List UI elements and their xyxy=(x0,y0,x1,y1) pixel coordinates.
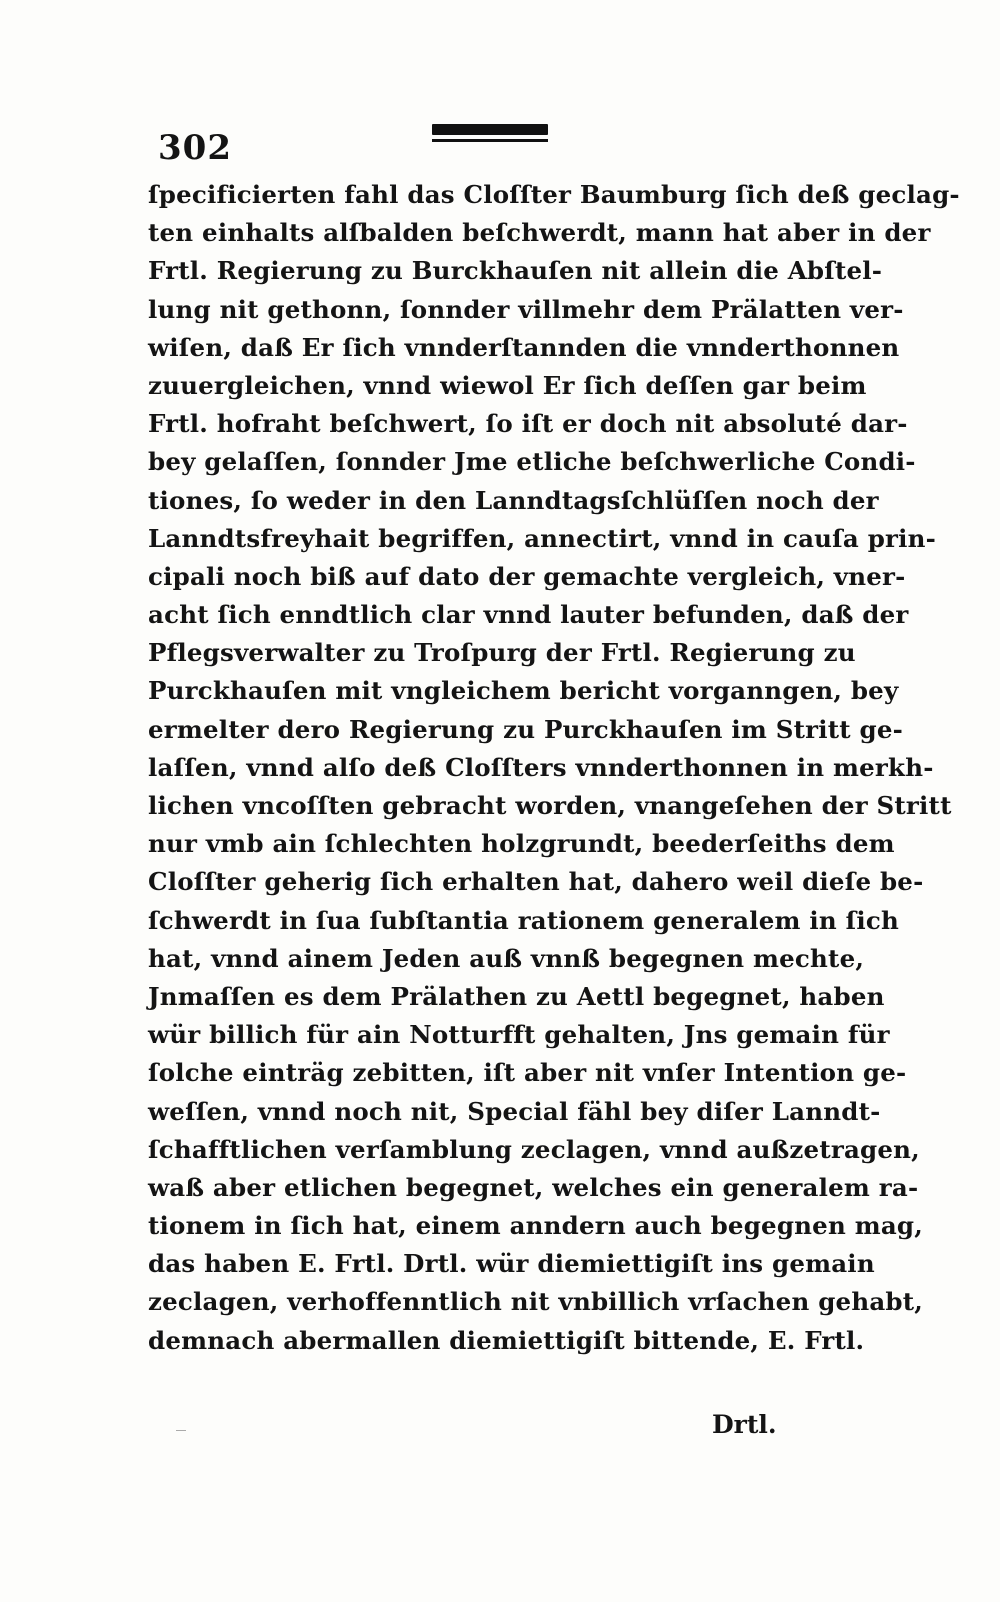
page-number: 302 xyxy=(158,128,232,168)
catchword: Drtl. xyxy=(712,1410,777,1439)
text-line: Frtl. hofraht beſchwert, ſo iſt er doch nit absoluté dar- xyxy=(148,409,908,439)
header-rule-thick xyxy=(432,124,548,135)
text-line: laſſen, vnnd alſo deß Cloſſters vnnderthonnen in merkh- xyxy=(148,752,934,782)
text-line: lichen vncoſſten gebracht worden, vnangeſehen der Stritt xyxy=(148,791,952,820)
print-speck xyxy=(176,1430,186,1431)
text-line: wiſen, daß Er ſich vnnderſtannden die vnnderthonnen xyxy=(148,332,900,362)
text-line: zuuergleichen, vnnd wiewol Er ſich deſſen gar beim xyxy=(148,370,867,400)
text-line: ſchwerdt in ſua ſubſtantia rationem generalem in ſich xyxy=(148,905,899,935)
text-line: das haben E. Frtl. Drtl. wür diemiettigiſt ins gemain xyxy=(148,1249,875,1279)
text-line: tiones, ſo weder in den Lanndtagsſchlüſſen noch der xyxy=(148,485,879,515)
text-line: Lanndtsfreyhait begriffen, annectirt, vnnd in cauſa prin- xyxy=(148,523,937,553)
body-text xyxy=(148,176,960,1360)
text-line: Cloſſter geherig ſich erhalten hat, dahero weil dieſe be- xyxy=(148,867,924,897)
header-rule-thin xyxy=(432,139,548,142)
text-line: acht ſich enndtlich clar vnnd lauter befunden, daß der xyxy=(148,600,909,630)
text-line: ſpecificierten fahl das Cloſſter Baumburg ſich deß geclag- xyxy=(148,180,960,209)
text-line: bey gelaſſen, ſonnder Jme etliche beſchwerliche Condi- xyxy=(148,447,916,477)
text-line: hat, vnnd ainem Jeden auß vnnß begegnen mechte, xyxy=(148,943,865,973)
text-line: Purckhauſen mit vngleichem bericht vorganngen, bey xyxy=(148,676,899,706)
text-line: wür billich für ain Notturfft gehalten, Jns gemain für xyxy=(148,1020,890,1050)
text-line: tionem in ſich hat, einem anndern auch begegnen mag, xyxy=(148,1211,923,1241)
text-line: ten einhalts alſbalden beſchwerdt, mann hat aber in der xyxy=(148,218,931,248)
text-line: cipali noch biß auf dato der gemachte vergleich, vner- xyxy=(148,561,906,591)
text-line: Pflegsverwalter zu Troſpurg der Frtl. Regierung zu xyxy=(148,638,856,668)
header-rule-ornament xyxy=(432,124,548,142)
text-line: ſolche einträg zebitten, iſt aber nit vnſer Intention ge- xyxy=(148,1058,907,1088)
text-line: Frtl. Regierung zu Burckhauſen nit allein die Abſtel- xyxy=(148,256,883,286)
text-line: demnach abermallen diemiettigiſt bittende, E. Frtl. xyxy=(148,1325,865,1355)
text-line: lung nit gethonn, ſonnder villmehr dem Prälatten ver- xyxy=(148,294,904,324)
text-line: weſſen, vnnd noch nit, Special fähl bey diſer Lanndt- xyxy=(148,1096,881,1126)
text-line: ſchafftlichen verſamblung zeclagen, vnnd außzetragen, xyxy=(148,1134,920,1164)
text-line: ermelter dero Regierung zu Purckhauſen im Stritt ge- xyxy=(148,714,904,744)
text-line: Jnmaſſen es dem Prälathen zu Aettl begegnet, haben xyxy=(148,981,885,1011)
text-line: nur vmb ain ſchlechten holzgrundt, beederſeiths dem xyxy=(148,829,895,859)
text-line: waß aber etlichen begegnet, welches ein generalem ra- xyxy=(148,1172,919,1202)
text-line: zeclagen, verhoffenntlich nit vnbillich vrſachen gehabt, xyxy=(148,1287,923,1317)
